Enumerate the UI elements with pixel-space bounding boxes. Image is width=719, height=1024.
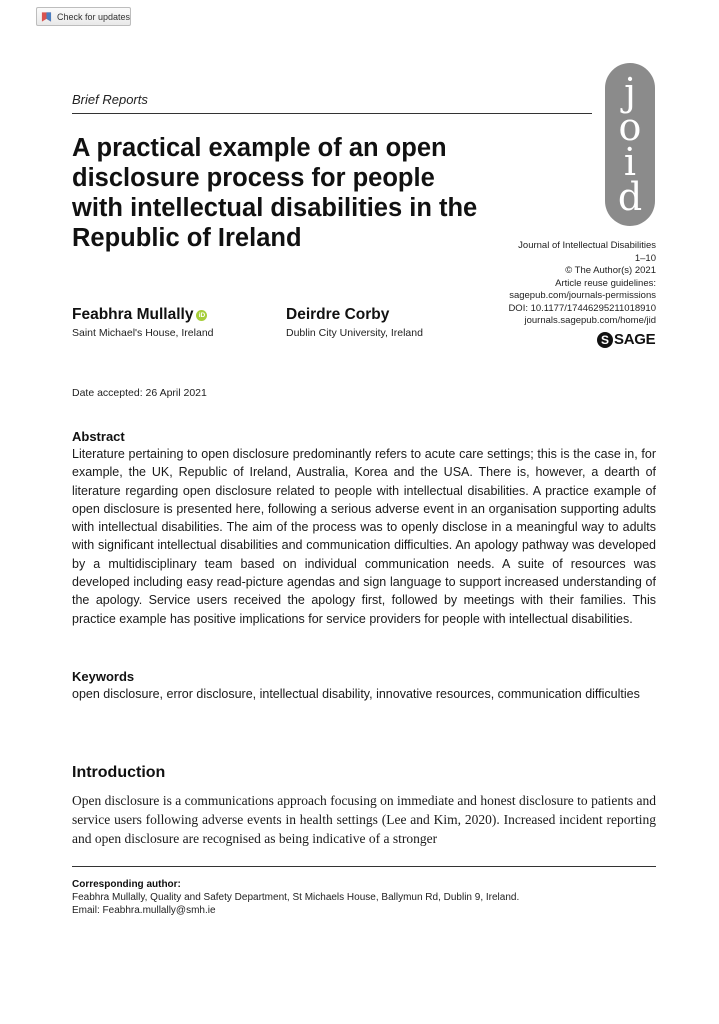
check-for-updates-button[interactable] bbox=[36, 7, 131, 26]
reuse-label: Article reuse guidelines: bbox=[555, 277, 656, 289]
logo-letter: i bbox=[623, 139, 637, 184]
introduction-heading: Introduction bbox=[72, 764, 166, 781]
journal-link[interactable]: journals.sagepub.com/home/jid bbox=[524, 315, 656, 326]
corresponding-author bbox=[72, 878, 519, 917]
doi-link[interactable]: DOI: 10.1177/17446295211018910 bbox=[508, 302, 656, 314]
sage-logo bbox=[597, 331, 655, 348]
logo-letter: j bbox=[624, 69, 636, 114]
article-title: A practical example of an open disclosure process for people with intellectual disabilities in the Republic of Ireland bbox=[72, 134, 478, 252]
corresponding-label: Corresponding author: bbox=[72, 879, 181, 890]
journal-meta bbox=[508, 240, 656, 328]
footnote-divider bbox=[72, 866, 656, 867]
introduction-text: Open disclosure is a communications approach focusing on immediate and honest disclosure to patients and service users following adverse events in health settings (Lee and Kim, 2020). Increased incident reporting and open disclosure are recognised as being indicative of a stronger bbox=[72, 793, 656, 846]
copyright: © The Author(s) 2021 bbox=[565, 265, 656, 276]
keywords-section bbox=[72, 669, 656, 703]
logo-letter: o bbox=[618, 104, 642, 149]
reuse-link[interactable]: sagepub.com/journals-permissions bbox=[509, 290, 656, 301]
author-name: Deirdre Corby bbox=[286, 306, 390, 323]
keywords-heading: Keywords bbox=[72, 669, 135, 684]
author-affiliation: Saint Michael's House, Ireland bbox=[72, 327, 214, 339]
corresponding-address: Feabhra Mullally, Quality and Safety Department, St Michaels House, Ballymun Rd, Dublin 9, Ireland. bbox=[72, 892, 520, 903]
abstract-heading: Abstract bbox=[72, 429, 125, 444]
sage-s-icon: S bbox=[597, 332, 613, 348]
header-divider bbox=[72, 113, 592, 114]
abstract-section bbox=[72, 429, 656, 628]
date-accepted: Date accepted: 26 April 2021 bbox=[72, 387, 207, 399]
check-for-updates-label: Check for updates bbox=[56, 11, 130, 22]
page-range: 1–10 bbox=[634, 252, 656, 264]
author-1 bbox=[72, 306, 214, 339]
section-label: Brief Reports bbox=[72, 92, 148, 107]
logo-letter: d bbox=[617, 174, 643, 219]
abstract-text: Literature pertaining to open disclosure predominantly refers to acute care settings; this is the case in, for example, the UK, Republic of Ireland, Australia, Korea and the USA. There is, however, a dearth of literature regarding open disclosure related to people with intellectual disabilities. A practice example of open disclosure is presented here, following a serious adverse event in an organisation supporting adults with intellectual disabilities. The aim of the process was to openly disclose in a meaningful way to adults with significant intellectual disabilities and communication difficulties. An apology pathway was developed by a multidisciplinary team based on individual communication needs. A suite of resources was developed including easy read-picture agendas and sign language to support increased understanding of the apology. Service users received the apology first, followed by meetings with their families. This practice example has positive implications for service providers for people with intellectual disabilities. bbox=[72, 447, 656, 626]
author-name: Feabhra Mullally bbox=[72, 306, 194, 323]
journal-name: Journal of Intellectual Disabilities bbox=[518, 240, 656, 251]
crossmark-icon bbox=[41, 11, 52, 23]
orcid-icon[interactable]: iD bbox=[196, 310, 207, 321]
corresponding-email[interactable]: Email: Feabhra.mullally@smh.ie bbox=[72, 905, 216, 916]
author-affiliation: Dublin City University, Ireland bbox=[286, 327, 423, 339]
author-2 bbox=[286, 306, 423, 339]
journal-logo bbox=[605, 63, 655, 226]
sage-wordmark: SAGE bbox=[614, 331, 656, 348]
keywords-text: open disclosure, error disclosure, intellectual disability, innovative resources, communication difficulties bbox=[72, 687, 640, 701]
